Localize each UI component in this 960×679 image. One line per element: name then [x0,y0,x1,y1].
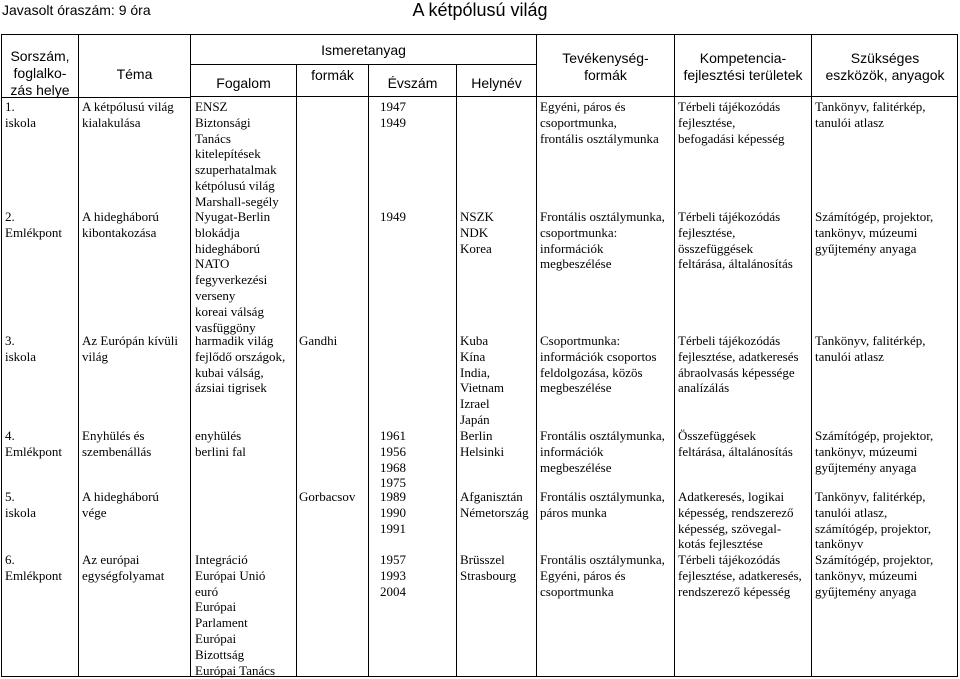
tools-cell [815,552,933,599]
competence-cell-line: rendszerező képesség [678,583,791,599]
activity-cell-line: információk csoportos [540,348,657,364]
concept-cell-line: vasfüggöny [195,319,256,335]
place-cell-line: NSZK [460,209,494,224]
topic-cell [82,333,178,365]
header-competence: Kompetencia- fejlesztési területek [683,50,803,83]
tools-cell-line: tankönyv, múzeumi [815,443,918,459]
concept-cell-line: verseny [195,287,236,303]
place-cell [460,489,529,521]
topic-cell-line: kibontakozása [82,224,157,240]
place-cell-line: Afganisztán [460,489,523,504]
lesson-cell-line: iskola [5,504,37,520]
activity-cell-line: megbeszélése [540,256,612,272]
tools-cell-line: Számítógép, projektor, [815,552,934,567]
lesson-cell [5,99,36,131]
activity-cell-line: csoportmunka: [540,224,618,240]
place-cell [460,428,504,460]
year-cell-line: 2004 [380,583,406,599]
activity-cell-line: frontális osztálymunka [540,130,659,146]
header-forms: formák [311,67,354,83]
concept-cell-line: kitelepítések [195,146,261,162]
place-cell-line: Strasbourg [460,567,517,583]
topic-cell-line: szembenállás [82,443,152,459]
activity-cell-line: Egyéni, páros és [540,567,626,583]
column-divider [674,34,675,677]
place-cell-line: Korea [460,240,492,256]
topic-cell-line: Az európai [82,552,140,567]
column-divider [190,64,536,65]
concept-cell-line: NATO [195,256,230,272]
concept-cell-line: euró [195,583,219,599]
concept-cell [195,99,279,210]
concept-cell-line: Európai [195,599,237,615]
column-divider [456,64,457,677]
tools-cell-line: Tankönyv, falitérkép, [815,99,926,114]
activity-cell [540,489,665,521]
tools-cell-line: tankönyv, múzeumi [815,567,918,583]
header-tools: Szükséges eszközök, anyagok [825,50,945,83]
concept-cell-line: szuperhatalmak [195,162,277,178]
place-cell-line: Helsinki [460,443,505,459]
lesson-cell-line: 5. [5,489,15,504]
competence-cell-line: fejlesztése, [678,224,736,240]
year-cell-line: 1990 [380,504,406,520]
person-cell [299,489,355,505]
competence-cell-line: fejlesztése, [678,114,736,130]
header-topic: Téma [116,66,153,82]
header-knowledge: Ismeretanyag [321,42,406,58]
header-lesson: Sorszám, foglalko- zás helye [10,48,70,98]
header-place: Helynév [471,75,522,91]
concept-cell-line: fejlődő országok, [195,348,286,364]
competence-cell-line: feltárása, általánosítás [678,256,793,272]
concept-cell-line: kétpólusú világ [195,177,275,193]
column-divider [368,64,369,677]
header-year: Évszám [387,75,438,91]
column-divider [78,34,79,677]
activity-cell [540,333,657,396]
tools-cell [815,428,933,475]
lesson-cell-line: 2. [5,209,15,224]
topic-cell [82,428,151,460]
topic-cell-line: egységfolyamat [82,567,165,583]
tools-cell-line: Számítógép, projektor, [815,209,934,224]
concept-cell [195,552,275,678]
activity-cell [540,552,665,599]
lesson-cell-line: Emlékpont [5,567,63,583]
place-cell-line: Berlin [460,428,493,443]
competence-cell-line: feltárása, általánosítás [678,443,793,459]
person-cell-line: Gandhi [299,333,338,348]
hours-label: Javasolt óraszám: 9 óra [2,2,151,18]
tools-cell-line: Tankönyv, falitérkép, [815,333,926,348]
topic-cell-line: A kétpólusú világ [82,99,174,114]
person-cell-line: Gorbacsov [299,489,356,504]
year-cell [380,99,406,131]
lesson-cell [5,209,62,241]
concept-cell-line: ázsiai tigrisek [195,380,267,396]
concept-cell-line: Marshall-segély [195,193,279,209]
year-cell-line: 1949 [380,114,406,130]
year-cell-line: 1957 [380,552,406,567]
place-cell [460,552,516,584]
activity-cell-line: Frontális osztálymunka, [540,552,665,567]
header-concept: Fogalom [216,75,271,91]
lesson-cell [5,552,62,584]
topic-cell-line: Enyhülés és [82,428,145,443]
concept-cell-line: Bizottság [195,646,245,662]
concept-cell-line: Tanács [195,130,231,146]
activity-cell-line: Frontális osztálymunka, [540,428,665,443]
competence-cell [678,99,785,146]
competence-cell-line: Adatkeresés, logikai [678,489,785,504]
tools-cell [815,489,931,552]
activity-cell-line: Csoportmunka: [540,333,621,348]
competence-cell [678,209,793,272]
concept-cell [195,209,270,335]
concept-cell [195,428,246,460]
column-divider [811,34,812,677]
place-cell-line: Brüsszel [460,552,505,567]
activity-cell [540,428,665,475]
concept-cell-line: kubai válság, [195,364,264,380]
year-cell [380,552,406,599]
activity-cell-line: feldolgozása, közös [540,364,643,380]
lesson-cell-line: 6. [5,552,15,567]
place-cell-line: Izrael [460,396,490,412]
year-cell [380,209,406,225]
lesson-cell-line: 1. [5,99,15,114]
concept-cell-line: fegyverkezési [195,272,268,288]
year-cell [380,489,406,536]
tools-cell [815,209,933,256]
topic-cell-line: vége [82,504,107,520]
concept-cell-line: Európai Unió [195,567,266,583]
tools-cell-line: tankönyv [815,536,864,552]
column-divider [190,96,957,97]
place-cell-line: Vietnam [460,380,504,396]
lesson-cell-line: iskola [5,348,37,364]
header-activity: Tevékenység- formák [562,50,649,83]
competence-cell-line: Térbeli tájékozódás [678,552,781,567]
topic-cell [82,552,164,584]
tools-cell [815,99,926,131]
year-cell-line: 1993 [380,567,406,583]
place-cell [460,209,494,256]
competence-cell-line: fejlesztése, adatkeresés [678,348,799,364]
concept-cell-line: Parlament [195,615,248,631]
competence-cell [678,333,799,396]
lesson-cell-line: 3. [5,333,15,348]
activity-cell-line: csoportmunka, [540,114,617,130]
competence-cell-line: Térbeli tájékozódás [678,99,781,114]
concept-cell-line: hidegháború [195,240,260,256]
lesson-cell-line: 4. [5,428,15,443]
topic-cell [82,209,159,241]
lesson-cell-line: iskola [5,114,37,130]
concept-cell-line: koreai válság [195,303,264,319]
competence-cell-line: befogadási képesség [678,130,785,146]
tools-cell-line: tanulói atlasz [815,114,884,130]
concept-cell-line: Biztonsági [195,114,251,130]
topic-cell-line: A hidegháború [82,489,159,504]
year-cell-line: 1975 [380,475,406,491]
activity-cell [540,209,665,272]
lesson-cell-line: Emlékpont [5,224,63,240]
year-cell-line: 1968 [380,459,406,475]
competence-cell [678,489,794,552]
tools-cell-line: gyűjtemény anyaga [815,459,917,475]
tools-cell-line: tanulói atlasz [815,348,884,364]
concept-cell-line: Nyugat-Berlin [195,209,271,224]
year-cell-line: 1961 [380,428,406,443]
place-cell-line: Japán [460,411,490,427]
column-divider [190,34,191,677]
tools-cell-line: gyűjtemény anyaga [815,583,917,599]
place-cell-line: Kuba [460,333,489,348]
lesson-cell-line: Emlékpont [5,443,63,459]
competence-cell-line: Térbeli tájékozódás [678,209,781,224]
lesson-cell [5,428,62,460]
topic-cell-line: világ [82,348,108,364]
activity-cell-line: csoportmunka [540,583,614,599]
concept-cell [195,333,285,396]
year-cell-line: 1949 [380,209,406,224]
activity-cell [540,99,659,146]
competence-cell-line: Összefüggések [678,428,756,443]
activity-cell-line: páros munka [540,504,607,520]
concept-cell-line: Integráció [195,552,248,567]
concept-cell-line: harmadik világ [195,333,274,348]
topic-cell [82,489,159,521]
lesson-cell [5,333,36,365]
competence-cell-line: képesség, rendszerező [678,504,794,520]
competence-cell-line: összefüggések [678,240,754,256]
year-cell-line: 1947 [380,99,406,114]
competence-cell-line: fejlesztése, adatkeresés, [678,567,802,583]
column-divider [296,64,297,677]
place-cell-line: Kína [460,348,486,364]
concept-cell-line: blokádja [195,224,240,240]
topic-cell-line: A hidegháború [82,209,159,224]
year-cell-line: 1989 [380,489,406,504]
page-title: A kétpólusú világ [412,0,548,20]
activity-cell-line: információk [540,240,604,256]
tools-cell-line: Tankönyv, falitérkép, [815,489,926,504]
topic-cell-line: Az Európán kívüli [82,333,179,348]
topic-cell-line: kialakulása [82,114,141,130]
competence-cell-line: analízálás [678,380,730,396]
concept-cell-line: ENSZ [195,99,228,114]
competence-cell [678,552,802,599]
topic-cell [82,99,174,131]
lesson-cell [5,489,36,521]
place-cell-line: Németország [460,504,529,520]
activity-cell-line: Frontális osztálymunka, [540,489,665,504]
concept-cell-line: Európai Tanács [195,662,276,678]
activity-cell-line: Egyéni, páros és [540,99,626,114]
person-cell [299,333,337,349]
competence-cell-line: képesség, szövegal- [678,520,782,536]
place-cell [460,333,504,428]
place-cell-line: India, [460,364,490,380]
tools-cell [815,333,926,365]
competence-cell [678,428,793,460]
year-cell [380,428,406,491]
activity-cell-line: megbeszélése [540,380,612,396]
concept-cell-line: Európai [195,630,237,646]
activity-cell-line: információk [540,443,604,459]
activity-cell-line: megbeszélése [540,459,612,475]
place-cell-line: NDK [460,224,489,240]
tools-cell-line: tankönyv, múzeumi [815,224,918,240]
activity-cell-line: Frontális osztálymunka, [540,209,665,224]
tools-cell-line: Számítógép, projektor, [815,428,934,443]
tools-cell-line: gyűjtemény anyaga [815,240,917,256]
column-divider [536,34,537,677]
tools-cell-line: számítógép, projektor, [815,520,932,536]
concept-cell-line: enyhülés [195,428,242,443]
competence-cell-line: ábraolvasás képessége [678,364,795,380]
competence-cell-line: Térbeli tájékozódás [678,333,781,348]
competence-cell-line: kotás fejlesztése [678,536,763,552]
year-cell-line: 1956 [380,443,406,459]
concept-cell-line: berlini fal [195,443,246,459]
year-cell-line: 1991 [380,520,406,536]
tools-cell-line: tanulói atlasz, [815,504,888,520]
